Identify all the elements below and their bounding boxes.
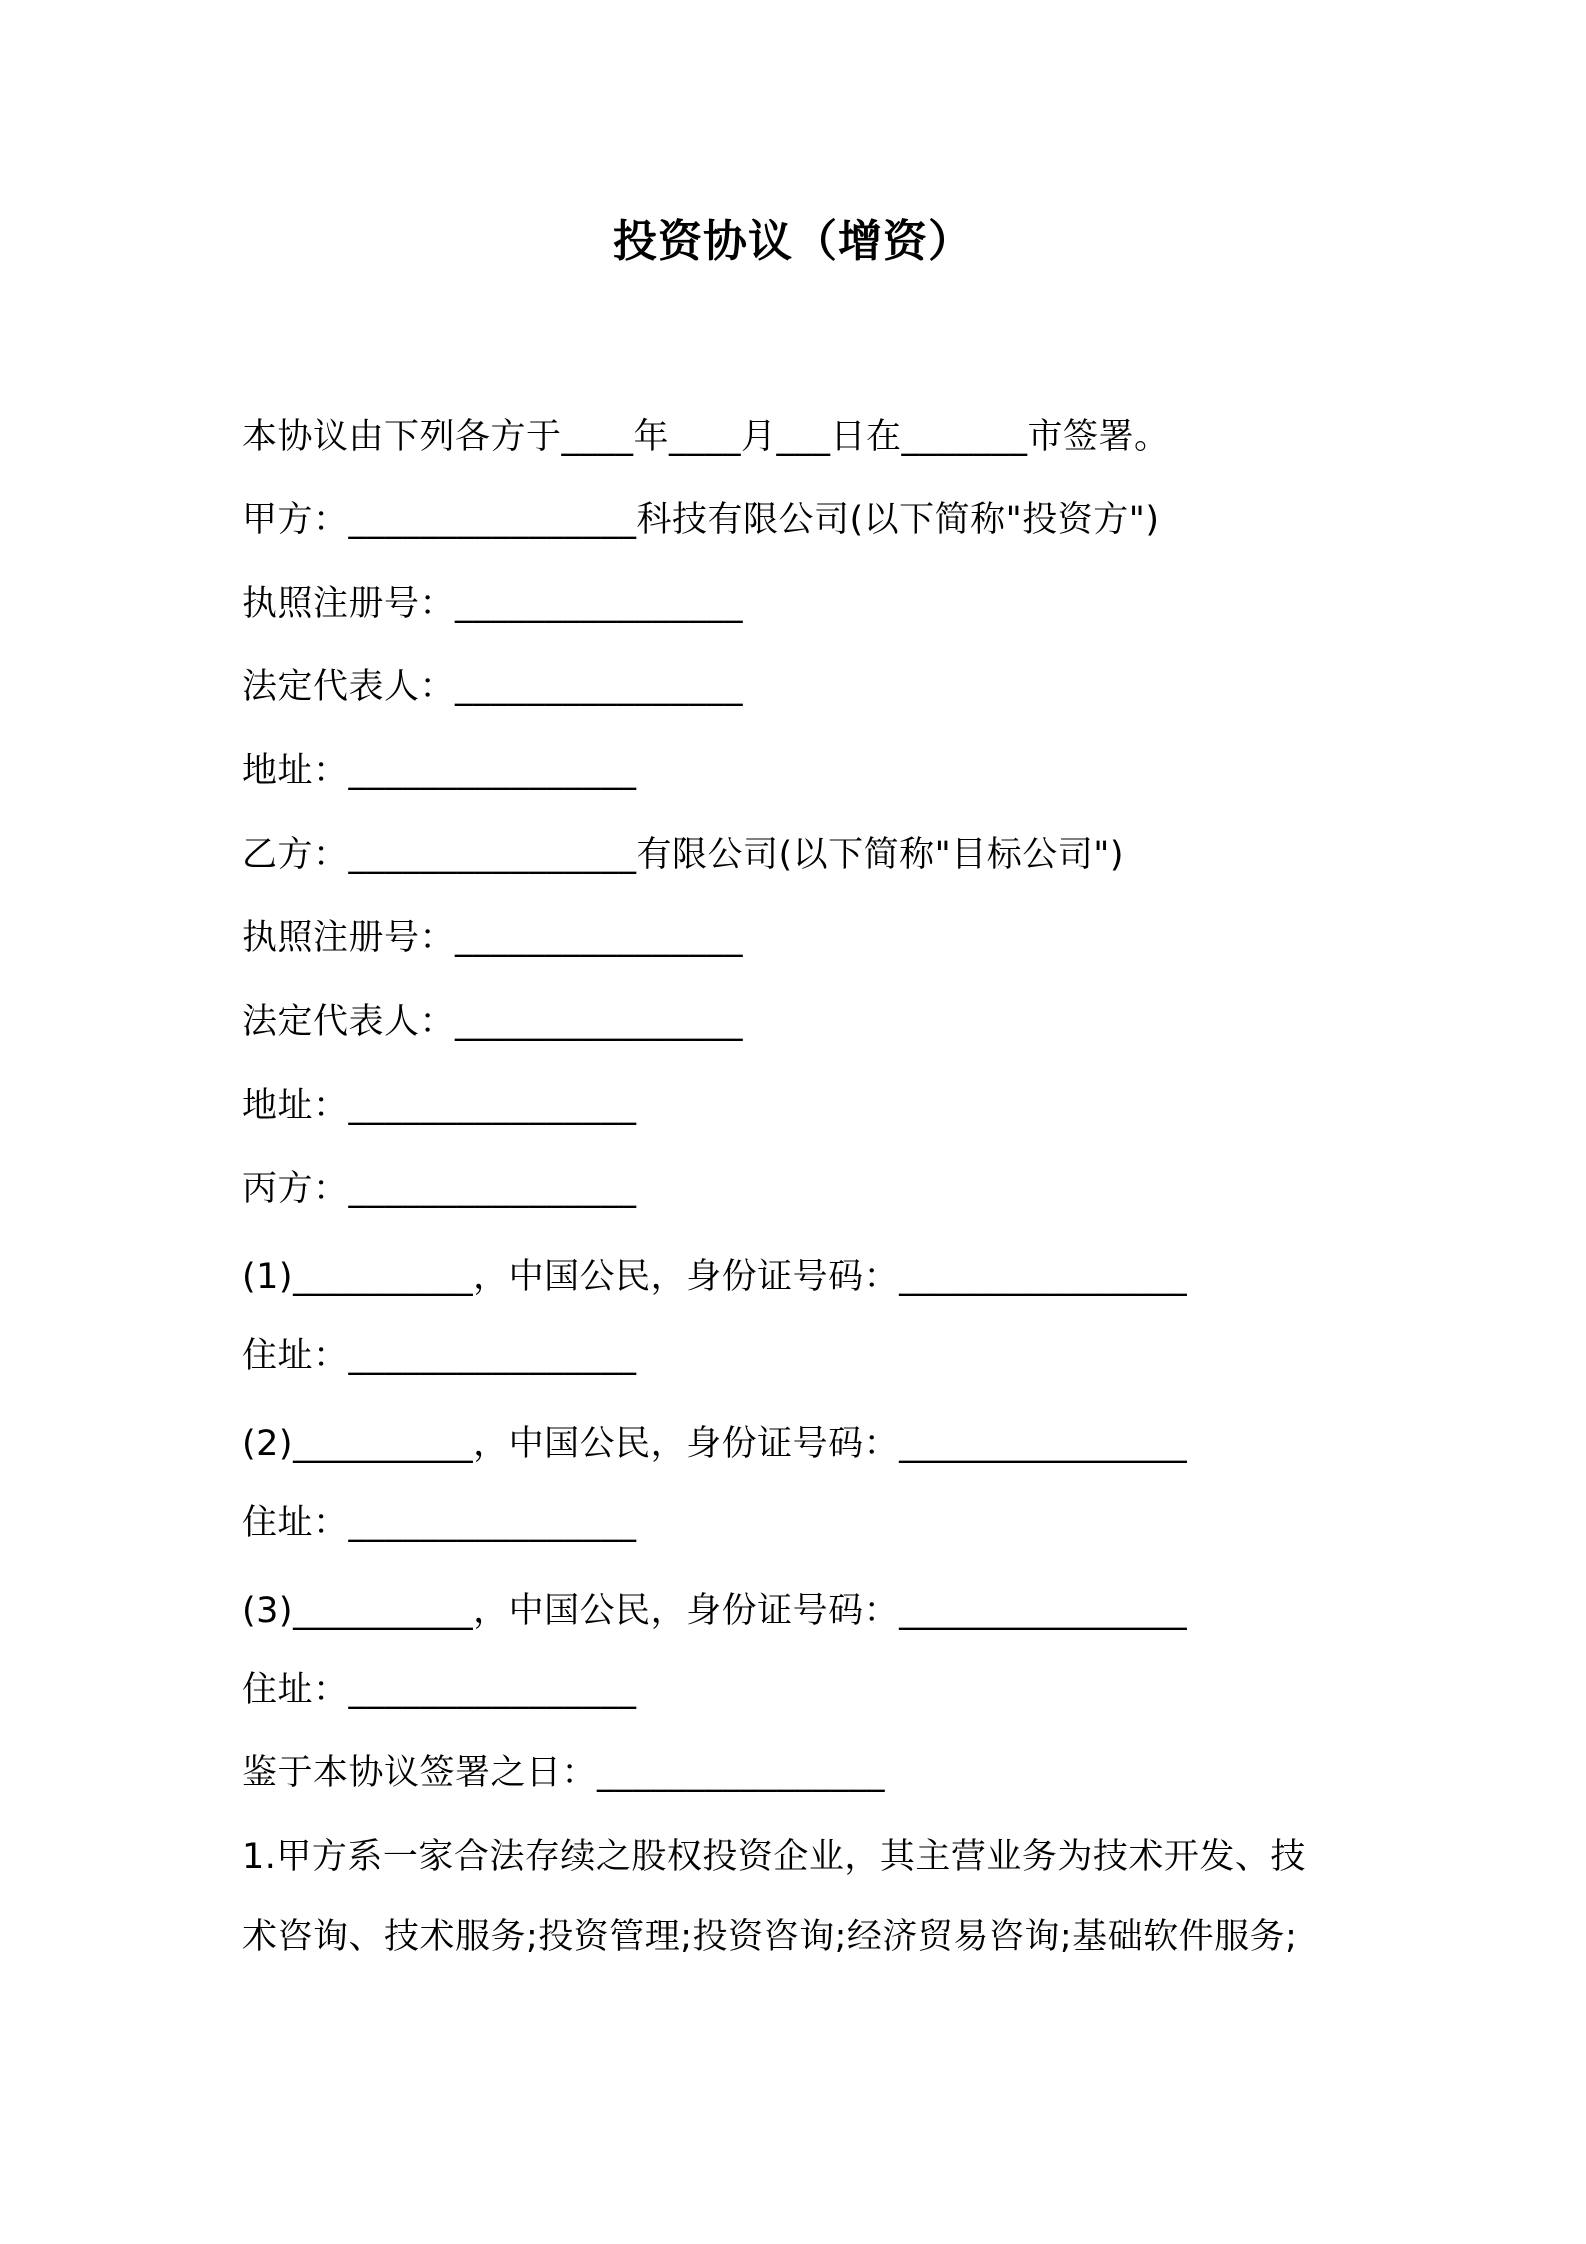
party-b-license-line: 执照注册号：________________ <box>242 918 744 958</box>
party-c-person-1-address-line: 住址：________________ <box>242 1336 637 1376</box>
party-b-line: 乙方：________________有限公司(以下简称"目标公司") <box>242 835 1125 875</box>
party-b-address-line: 地址：________________ <box>242 1086 637 1126</box>
document-title: 投资协议（增资） <box>613 216 973 267</box>
party-c-person-2-address-line: 住址：________________ <box>242 1503 637 1543</box>
party-c-person-3-address-line: 住址：________________ <box>242 1670 637 1710</box>
party-c-line: 丙方：________________ <box>242 1169 637 1209</box>
party-b-representative-line: 法定代表人：________________ <box>242 1002 744 1042</box>
party-c-person-2-line: (2)__________，中国公民，身份证号码：________________ <box>242 1424 1188 1464</box>
recital-date-line: 鉴于本协议签署之日：________________ <box>242 1753 886 1793</box>
party-a-address-line: 地址：________________ <box>242 751 637 791</box>
party-a-representative-line: 法定代表人：________________ <box>242 667 744 707</box>
party-a-line: 甲方：________________科技有限公司(以下简称"投资方") <box>242 500 1160 540</box>
signing-info-line: 本协议由下列各方于____年____月___日在_______市签署。 <box>242 417 1170 457</box>
recital-1-line-1: 1.甲方系一家合法存续之股权投资企业，其主营业务为技术开发、技 <box>242 1837 1306 1877</box>
party-c-person-1-line: (1)__________，中国公民，身份证号码：________________ <box>242 1257 1188 1297</box>
party-a-license-line: 执照注册号：________________ <box>242 584 744 624</box>
recital-1-line-2: 术咨询、技术服务;投资管理;投资咨询;经济贸易咨询;基础软件服务; <box>242 1917 1298 1957</box>
party-c-person-3-line: (3)__________，中国公民，身份证号码：________________ <box>242 1591 1188 1631</box>
